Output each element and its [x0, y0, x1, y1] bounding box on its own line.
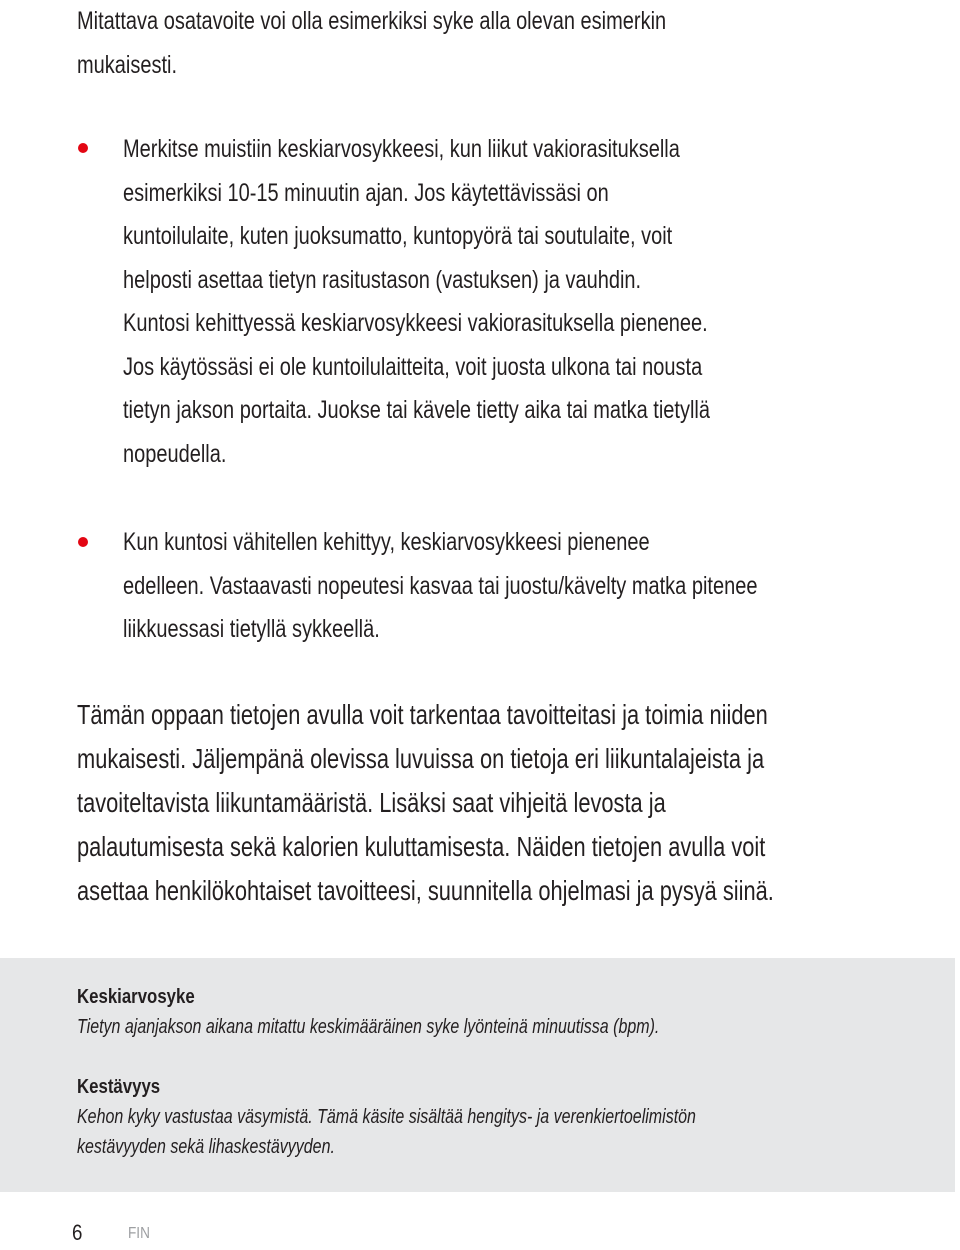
page-number [72, 1218, 84, 1248]
text-line: asettaa henkilökohtaiset tavoitteesi, suunnitella ohjelmasi ja pysyä siinä. [77, 875, 774, 906]
text-line: Kun kuntosi vähitellen kehittyy, keskiarvosykkeesi pienenee [123, 528, 650, 556]
glossary-term-text: Keskiarvosyke [77, 986, 195, 1008]
text-line: tietyn jakson portaita. Juokse tai kävele tietty aika tai matka tietyllä [123, 396, 710, 424]
text-line: Kuntosi kehittyessä keskiarvosykkeesi vakiorasituksella pienenee. [123, 309, 708, 337]
main-paragraph [77, 693, 960, 913]
text-line: Tietyn ajanjakson aikana mitattu keskimääräinen syke lyönteinä minuutissa (bpm). [77, 1016, 660, 1038]
glossary-term-text: Kestävyys [77, 1076, 161, 1098]
text-line: Tämän oppaan tietojen avulla voit tarkentaa tavoitteitasi ja toimia niiden [77, 699, 768, 730]
glossary-term [77, 1072, 176, 1102]
text-line: kuntoilulaite, kuten juoksumatto, kuntopyörä tai soutulaite, voit [123, 222, 673, 250]
text-line: mukaisesti. [77, 50, 178, 79]
text-line: Kehon kyky vastustaa väsymistä. Tämä käsite sisältää hengitys- ja verenkiertoelimistön [77, 1106, 696, 1128]
bullet-item-2 [123, 521, 916, 652]
bullet-item-1 [123, 128, 857, 476]
text-line: Mitattava osatavoite voi olla esimerkiksi syke alla olevan esimerkin [77, 7, 667, 35]
page-number-text: 6 [72, 1220, 83, 1245]
glossary-term [77, 982, 217, 1012]
text-line: Merkitse muistiin keskiarvosykkeesi, kun liikut vakiorasituksella [123, 135, 680, 163]
bullet-icon [78, 537, 88, 547]
text-line: Jos käytössäsi ei ole kuntoilulaitteita, voit juosta ulkona tai nousta [123, 352, 703, 381]
text-line: helposti asettaa tietyn rasitustason (vastuksen) ja vauhdin. [123, 265, 642, 294]
language-label [128, 1222, 154, 1246]
intro-paragraph [77, 0, 813, 87]
text-line: palautumisesta sekä kalorien kuluttamisesta. Näiden tietojen avulla voit [77, 831, 766, 862]
text-line: tavoiteltavista liikuntamääristä. Lisäksi saat vihjeitä levosta ja [77, 787, 666, 818]
text-line: mukaisesti. Jäljempänä olevissa luvuissa on tietoja eri liikuntalajeista ja [77, 743, 765, 774]
text-line: liikkuessasi tietyllä sykkeellä. [123, 615, 380, 643]
bullet-icon [78, 143, 88, 153]
text-line: edelleen. Vastaavasti nopeutesi kasvaa tai juostu/kävelty matka pitenee [123, 571, 758, 600]
glossary-definition [77, 1012, 805, 1042]
text-line: nopeudella. [123, 439, 227, 468]
language-label-text: FIN [128, 1225, 150, 1242]
text-line: esimerkiksi 10-15 minuutin ajan. Jos käytettävissäsi on [123, 178, 609, 207]
glossary-box [0, 958, 955, 1192]
glossary-definition [77, 1102, 851, 1162]
text-line: kestävyyden sekä lihaskestävyyden. [77, 1136, 335, 1158]
